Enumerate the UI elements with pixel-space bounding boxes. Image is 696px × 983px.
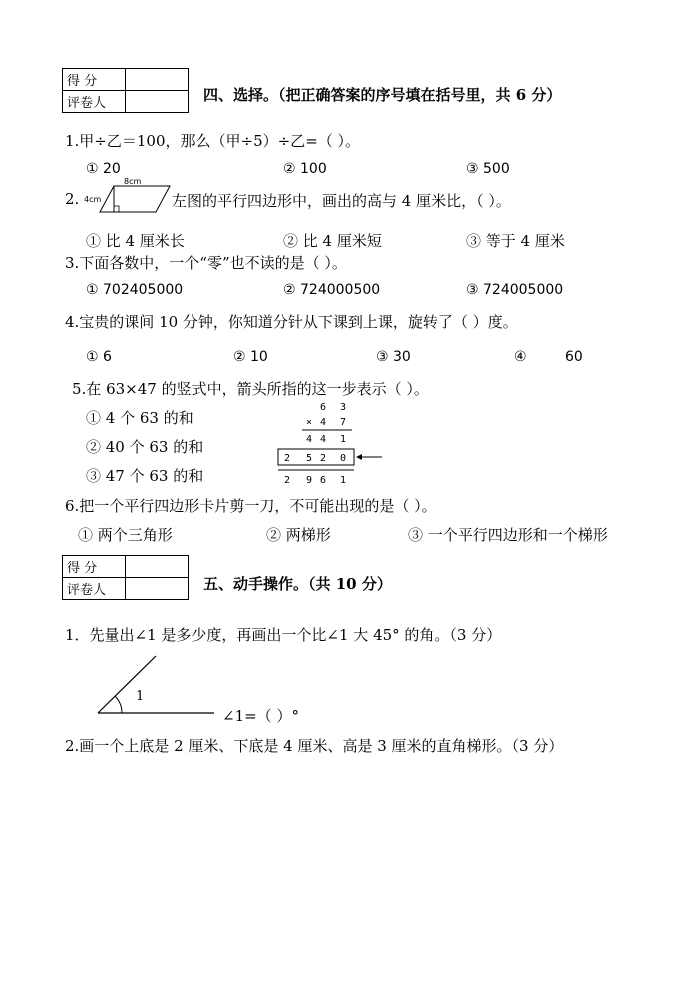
- q5-option-3[interactable]: ③ 47 个 63 的和: [86, 467, 204, 485]
- q1-option-1[interactable]: ① 20: [86, 161, 121, 177]
- parallelogram-figure: [84, 178, 174, 218]
- angle-figure: [96, 652, 216, 716]
- q6-option-1[interactable]: ① 两个三角形: [78, 526, 173, 544]
- q1-text: 1.甲÷乙＝100，那么（甲÷5）÷乙=（ ）。: [65, 132, 361, 150]
- grader-label: 评卷人: [63, 578, 126, 600]
- score-cell[interactable]: [126, 69, 189, 91]
- calc-digit: 6: [320, 475, 327, 486]
- vertical-multiplication: [270, 398, 390, 490]
- grader-cell[interactable]: [126, 91, 189, 113]
- score-label: 得 分: [63, 556, 126, 578]
- calc-digit: 7: [340, 417, 347, 428]
- q5-option-2[interactable]: ② 40 个 63 的和: [86, 438, 204, 456]
- q2-text: 左图的平行四边形中，画出的高与 4 厘米比，（ ）。: [172, 192, 511, 210]
- q2-option-1[interactable]: ① 比 4 厘米长: [86, 232, 185, 250]
- p2-text: 2.画一个上底是 2 厘米、下底是 4 厘米、高是 3 厘米的直角梯形。（3 分）: [65, 737, 564, 755]
- fig-side-label: 4cm: [84, 195, 102, 204]
- score-table-2: [62, 555, 189, 600]
- q4-text: 4.宝贵的课间 10 分钟，你知道分针从下课到上课，旋转了（ ）度。: [65, 313, 518, 331]
- q6-option-2[interactable]: ② 两梯形: [266, 526, 331, 544]
- q5-text: 5.在 63×47 的竖式中，箭头所指的这一步表示（ ）。: [72, 380, 429, 398]
- calc-digit: ×: [306, 417, 313, 428]
- calc-digit: 1: [340, 434, 347, 445]
- q4-option-4-marker[interactable]: ④: [514, 349, 527, 365]
- calc-digit: 4: [306, 434, 313, 445]
- calc-digit: 2: [284, 475, 291, 486]
- p1-text: 1．先量出∠1 是多少度，再画出一个比∠1 大 45° 的角。（3 分）: [65, 626, 502, 644]
- angle-label: 1: [136, 689, 145, 704]
- q5-option-1[interactable]: ① 4 个 63 的和: [86, 409, 194, 427]
- q6-option-3[interactable]: ③ 一个平行四边形和一个梯形: [408, 526, 608, 544]
- q4-option-4-value: 60: [565, 349, 583, 365]
- q3-option-1[interactable]: ① 702405000: [86, 282, 184, 298]
- grader-label: 评卷人: [63, 91, 126, 113]
- q6-text: 6.把一个平行四边形卡片剪一刀，不可能出现的是（ ）。: [65, 497, 437, 515]
- score-cell[interactable]: [126, 556, 189, 578]
- q3-text: 3.下面各数中，一个“零”也不读的是（ ）。: [65, 254, 347, 272]
- calc-digit: 4: [320, 417, 327, 428]
- q4-option-1[interactable]: ① 6: [86, 349, 112, 365]
- q2-option-2[interactable]: ② 比 4 厘米短: [283, 232, 382, 250]
- calc-digit: 5: [306, 453, 313, 464]
- fig-top-label: 8cm: [124, 177, 142, 186]
- calc-digit: 1: [340, 475, 347, 486]
- calc-digit: 0: [340, 453, 347, 464]
- calc-digit: 4: [320, 434, 327, 445]
- q2-option-3[interactable]: ③ 等于 4 厘米: [466, 232, 565, 250]
- section5-heading: 五、动手操作。（共 10 分）: [203, 575, 392, 593]
- q4-option-2[interactable]: ② 10: [233, 349, 268, 365]
- score-label: 得 分: [63, 69, 126, 91]
- q3-option-3[interactable]: ③ 724005000: [466, 282, 564, 298]
- calc-digit: 6: [320, 402, 327, 413]
- section4-heading: 四、选择。（把正确答案的序号填在括号里，共 6 分）: [203, 86, 562, 104]
- q4-option-3[interactable]: ③ 30: [376, 349, 411, 365]
- calc-digit: 2: [320, 453, 327, 464]
- q3-option-2[interactable]: ② 724000500: [283, 282, 381, 298]
- q2-number: 2.: [65, 190, 80, 208]
- q1-option-3[interactable]: ③ 500: [466, 161, 510, 177]
- q1-option-2[interactable]: ② 100: [283, 161, 327, 177]
- p1-answer[interactable]: ∠1=（ ）°: [222, 707, 299, 725]
- grader-cell[interactable]: [126, 578, 189, 600]
- calc-digit: 9: [306, 475, 313, 486]
- calc-digit: 2: [284, 453, 291, 464]
- score-table-1: [62, 68, 189, 113]
- calc-digit: 3: [340, 402, 347, 413]
